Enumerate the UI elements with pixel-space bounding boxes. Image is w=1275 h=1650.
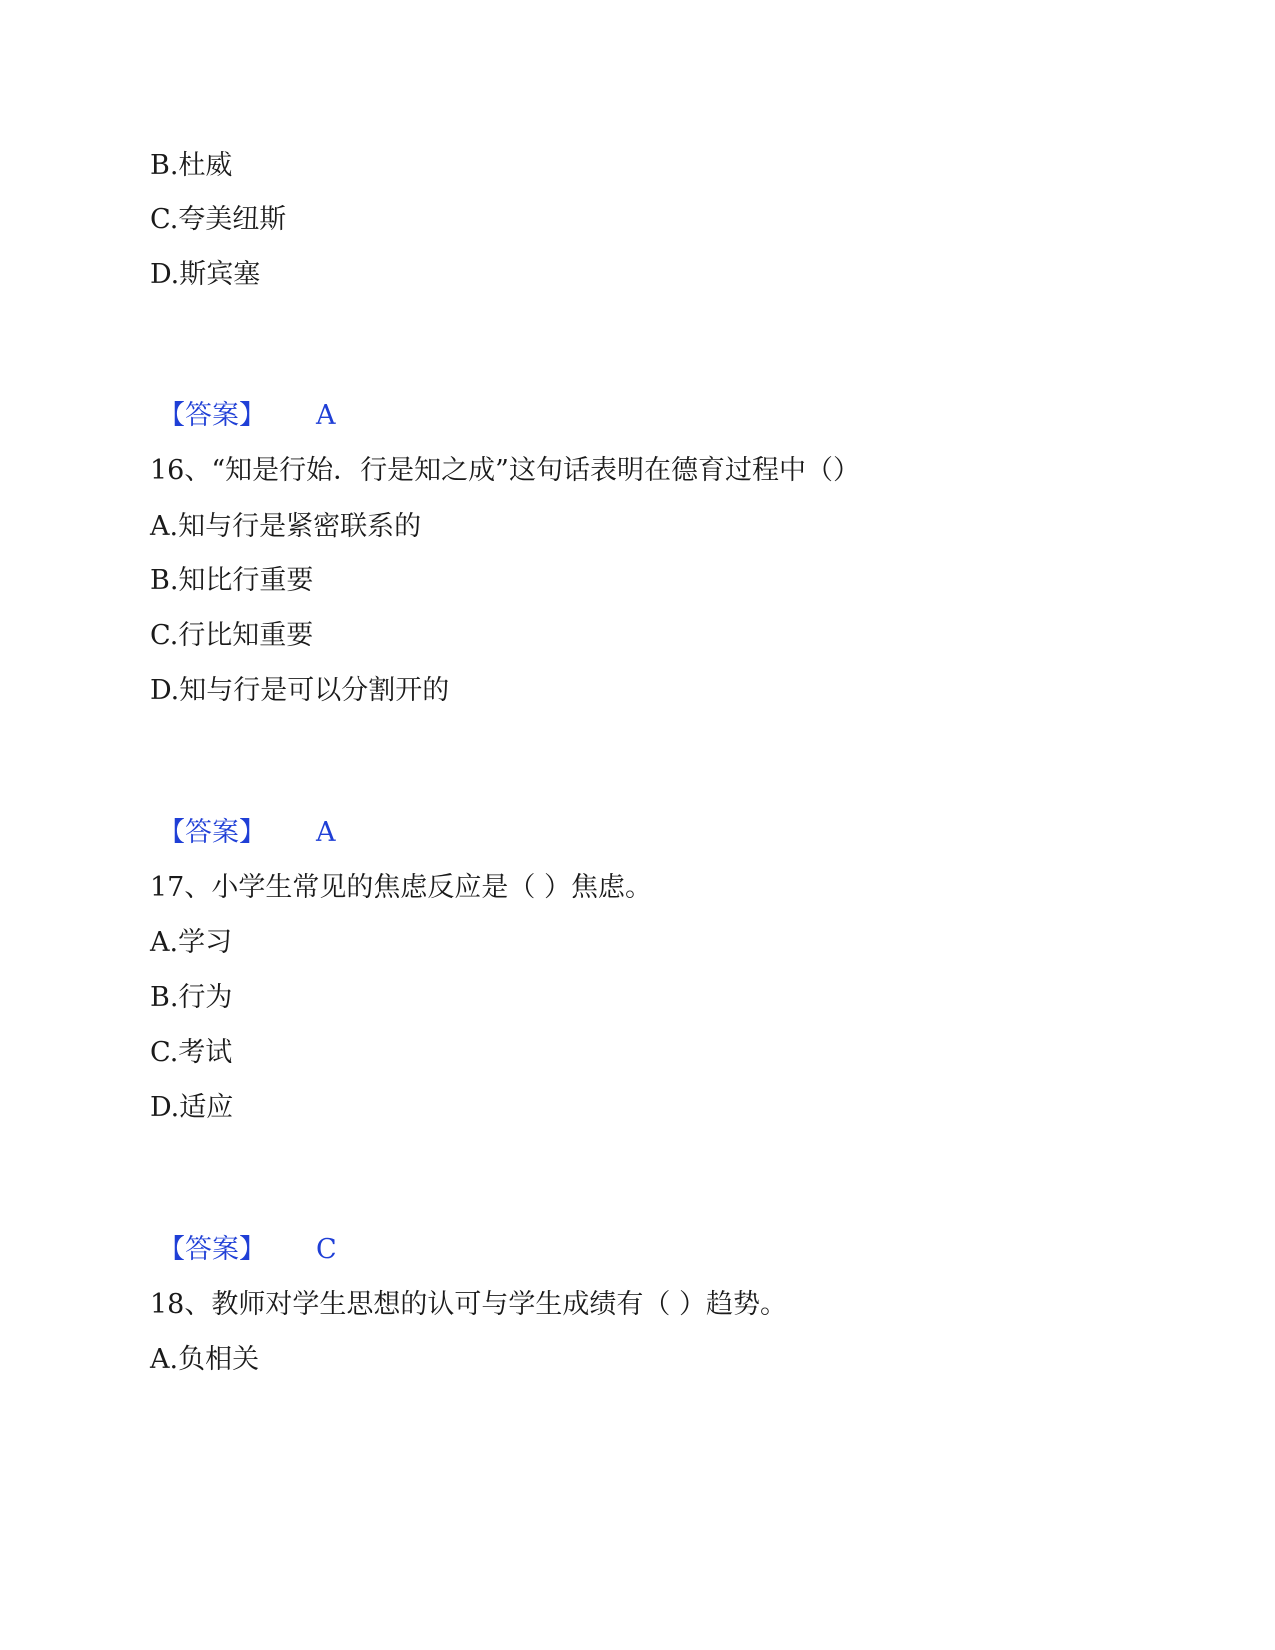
- option-d: D.适应: [150, 1092, 234, 1123]
- option-b: B.杜威: [150, 150, 233, 181]
- option-a: A.学习: [150, 927, 233, 958]
- answer-line: [150, 398, 336, 434]
- option-c: C.夸美纽斯: [150, 204, 287, 235]
- answer-value: A: [316, 400, 336, 431]
- option-d: D.知与行是可以分割开的: [150, 675, 450, 706]
- option-a: A.负相关: [150, 1344, 260, 1375]
- answer-line: [150, 1232, 337, 1268]
- answer-value: C: [316, 1234, 337, 1265]
- answer-tag: 【答案】: [158, 817, 266, 848]
- answer-tag: 【答案】: [158, 400, 266, 431]
- option-b: B.知比行重要: [150, 565, 314, 596]
- answer-tag: 【答案】: [158, 1234, 266, 1265]
- option-b: B.行为: [150, 982, 233, 1013]
- option-c: C.行比知重要: [150, 620, 314, 651]
- option-d: D.斯宾塞: [150, 259, 261, 290]
- option-a: A.知与行是紧密联系的: [150, 511, 422, 542]
- option-c: C.考试: [150, 1037, 233, 1068]
- answer-value: A: [316, 817, 336, 848]
- question-17: 17、小学生常见的焦虑反应是（ ）焦虑。: [150, 872, 652, 903]
- answer-line: [150, 815, 336, 851]
- question-18: 18、教师对学生思想的认可与学生成绩有（ ）趋势。: [150, 1289, 787, 1320]
- question-16: 16、“知是行始．行是知之成”这句话表明在德育过程中（）: [150, 455, 860, 486]
